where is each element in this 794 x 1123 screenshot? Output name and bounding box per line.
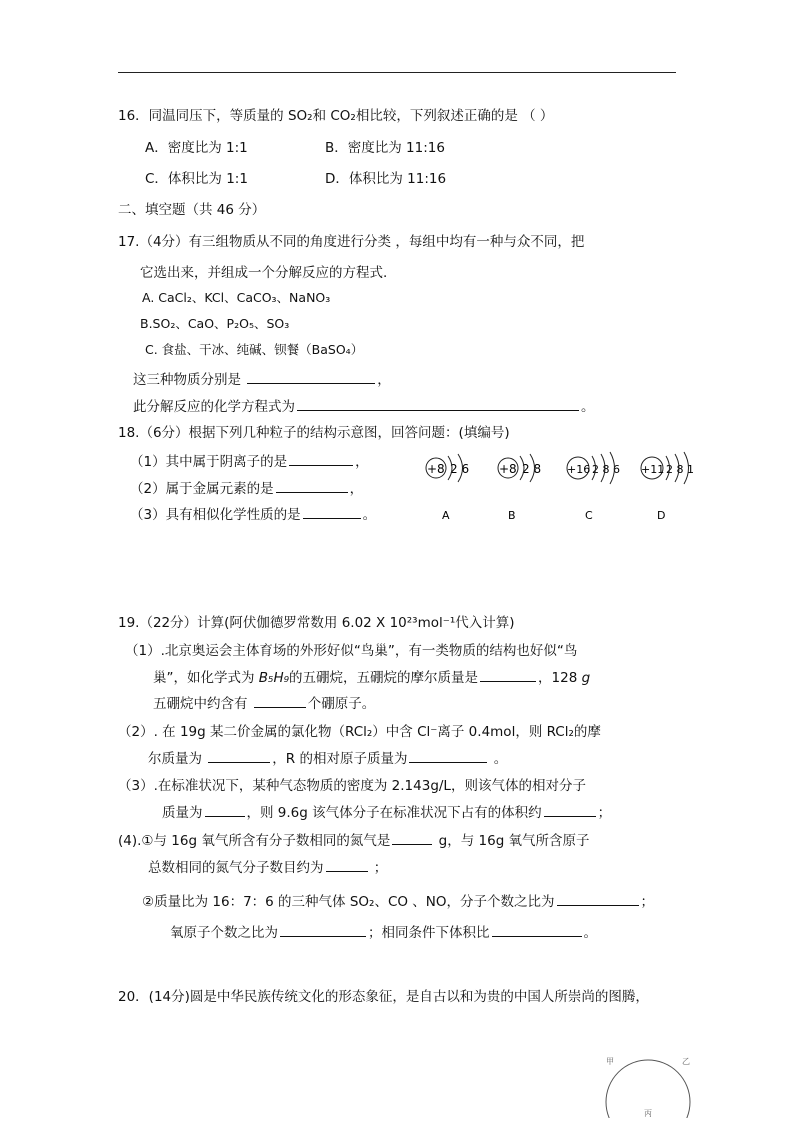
atom-structure-diagrams <box>420 448 710 528</box>
q20-circle-figure <box>598 1046 702 1118</box>
q17-ask1-punct: ， <box>377 372 391 388</box>
q18-answer-blank-2[interactable] <box>276 479 348 493</box>
section-title: 二、填空题（共 46 分） <box>118 202 266 218</box>
q17-line1: 17.（4分）有三组物质从不同的角度进行分类 ，每组中均有一种与众不同，把 <box>118 234 585 250</box>
atom-d-nucleus: +11 <box>641 463 665 476</box>
q19-p3-text-a: 质量为 <box>162 805 203 821</box>
q16-option-b: B．密度比为 11:16 <box>325 140 445 156</box>
q19-p4-text-b: g，与 16g 氧气所含原子 <box>434 833 590 849</box>
q19-p1-text-d: 五硼烷中约含有 <box>153 696 252 712</box>
q19-p1-formula: B₅H₉ <box>258 670 290 686</box>
atom-d-shells: 2 8 1 <box>666 463 694 476</box>
q18-sub3-text: （3）具有相似化学性质的是 <box>130 507 301 523</box>
q16-option-a: A．密度比为 1:1 <box>145 140 248 156</box>
q17-ask1-text: 这三种物质分别是 <box>133 372 241 388</box>
q19-p4-text-e: ②质量比为 16：7：6 的三种气体 SO₂、CO 、NO，分子个数之比为 <box>142 894 555 910</box>
atom-b-label: B <box>508 509 516 522</box>
q19-p1-text-c: ，128 <box>538 670 582 686</box>
q19-answer-blank-molar-mass[interactable] <box>480 668 536 682</box>
q19-p3-text-c: ； <box>597 805 612 821</box>
q16-stem: 16．同温同压下，等质量的 SO₂和 CO₂相比较，下列叙述正确的是 （ ） <box>118 108 554 124</box>
q17-group-c: C. 食盐、干冰、纯碱、钡餐（BaSO₄） <box>145 342 364 357</box>
circle-label-bing: 丙 <box>644 1109 652 1118</box>
q18-sub1-text: （1）其中属于阴离子的是 <box>130 454 288 470</box>
q17-ask1-row <box>133 368 391 388</box>
q18-sub2-text: （2）属于金属元素的是 <box>130 481 274 497</box>
q18-sub3-punct: 。 <box>362 507 377 523</box>
q17-line2: 它选出来，并组成一个分解反应的方程式. <box>140 265 388 281</box>
q19-p2-line1: （2）. 在 19g 某二价金属的氯化物（RCl₂）中含 Cl⁻离子 0.4mol，则 RCl₂的摩 <box>118 724 601 740</box>
q19-p4-text-c: 总数相同的氮气分子数目约为 <box>148 860 324 876</box>
q19-p3-line1: （3）.在标准状况下，某种气态物质的密度为 2.143g/L，则该气体的相对分子 <box>118 778 586 794</box>
q19-p4-text-f: ； <box>640 894 655 910</box>
q18-sub2-row <box>130 477 363 497</box>
q17-group-a: A. CaCl₂、KCl、CaCO₃、NaNO₃ <box>142 290 331 305</box>
q19-answer-blank-r-mass[interactable] <box>409 749 487 763</box>
atom-diagram-a <box>426 454 469 522</box>
q20-stem: 20．(14分)圆是中华民族传统文化的形态象征，是自古以和为贵的中国人所崇尚的图腾， <box>118 989 649 1005</box>
atom-diagram-b <box>498 454 541 522</box>
atom-c-label: C <box>585 509 593 522</box>
q19-answer-blank-volume[interactable] <box>544 803 596 817</box>
q19-p1-text-b: 的五硼烷，五硼烷的摩尔质量是 <box>289 670 479 686</box>
atom-a-nucleus: +8 <box>427 462 445 476</box>
q19-p4-text-d: ； <box>369 860 388 876</box>
q19-p1-line1: （1）.北京奥运会主体育场的外形好似“鸟巢”，有一类物质的结构也好似“鸟 <box>125 643 578 659</box>
q18-answer-blank-1[interactable] <box>289 452 353 466</box>
q17-ask2-punct: 。 <box>581 399 595 415</box>
q17-answer-blank-1[interactable] <box>247 370 375 384</box>
q19-p4-line3 <box>142 890 654 910</box>
circle-label-jia: 甲 <box>606 1057 614 1066</box>
q19-p2-text-a: 尔质量为 <box>148 751 207 767</box>
q19-p1-line3 <box>153 692 375 712</box>
q19-answer-blank-oxygen-ratio[interactable] <box>280 923 366 937</box>
q19-p4-text-g: 氧原子个数之比为 <box>170 925 278 941</box>
q19-answer-blank-molecule-ratio[interactable] <box>557 892 639 906</box>
atom-b-shells: 2 8 <box>522 462 542 476</box>
q16-option-c: C．体积比为 1:1 <box>145 171 248 187</box>
q19-p2-text-c: 。 <box>489 751 508 767</box>
q18-sub1-punct: ， <box>355 454 369 470</box>
q19-p4-line2 <box>148 856 387 876</box>
q19-answer-blank-n2-count[interactable] <box>326 858 368 872</box>
atom-d-label: D <box>657 509 666 522</box>
q19-p2-line2 <box>148 747 507 767</box>
q19-p4-line4 <box>170 921 597 941</box>
atom-diagram-d <box>641 452 694 522</box>
atom-c-nucleus: +16 <box>567 463 591 476</box>
q17-ask2-row <box>133 395 595 415</box>
q19-p1-text-e: 个硼原子。 <box>307 696 376 712</box>
atom-c-shells: 2 8 6 <box>592 463 620 476</box>
circle-label-yi: 乙 <box>682 1057 690 1066</box>
q19-answer-blank-volume-ratio[interactable] <box>492 923 582 937</box>
q18-sub2-punct: ， <box>349 481 364 497</box>
q19-p4-text-i: 。 <box>583 925 597 941</box>
q18-sub3-row <box>130 503 376 523</box>
header-rule <box>118 72 676 73</box>
atom-a-label: A <box>442 509 450 522</box>
q19-p1-text-a: 巢”，如化学式为 <box>153 670 259 686</box>
atom-diagram-c <box>567 452 620 522</box>
q19-p4-text-a: (4).①与 16g 氧气所含有分子数相同的氮气是 <box>118 833 391 849</box>
q19-answer-blank-rel-mass[interactable] <box>205 803 245 817</box>
atom-b-nucleus: +8 <box>499 462 517 476</box>
q18-stem: 18.（6分）根据下列几种粒子的结构示意图，回答问题：(填编号) <box>118 425 510 441</box>
q16-option-d: D．体积比为 11:16 <box>325 171 447 187</box>
q19-p2-text-b: ，R 的相对原子质量为 <box>272 751 408 767</box>
q17-group-b: B.SO₂、CaO、P₂O₅、SO₃ <box>140 316 290 331</box>
q19-answer-blank-n2-mass[interactable] <box>392 831 432 845</box>
q19-answer-blank-rcl2-molar[interactable] <box>208 749 270 763</box>
q19-p4-text-h: ；相同条件下体积比 <box>368 925 490 941</box>
q17-ask2-text: 此分解反应的化学方程式为 <box>133 399 295 415</box>
q18-answer-blank-3[interactable] <box>303 505 361 519</box>
atom-a-shells: 2 6 <box>450 462 470 476</box>
q19-p3-line2 <box>162 801 611 821</box>
q19-answer-blank-boron[interactable] <box>254 694 306 708</box>
q19-p1-line2 <box>153 666 590 686</box>
q19-p4-line1 <box>118 829 590 849</box>
q19-stem: 19.（22分）计算(阿伏伽德罗常数用 6.02 X 10²³mol⁻¹代入计算) <box>118 615 515 631</box>
q17-answer-blank-2[interactable] <box>297 397 579 411</box>
q19-p3-text-b: ，则 9.6g 该气体分子在标准状况下占有的体积约 <box>246 805 542 821</box>
q19-p1-unit: g <box>581 670 591 686</box>
q18-sub1-row <box>130 450 369 470</box>
